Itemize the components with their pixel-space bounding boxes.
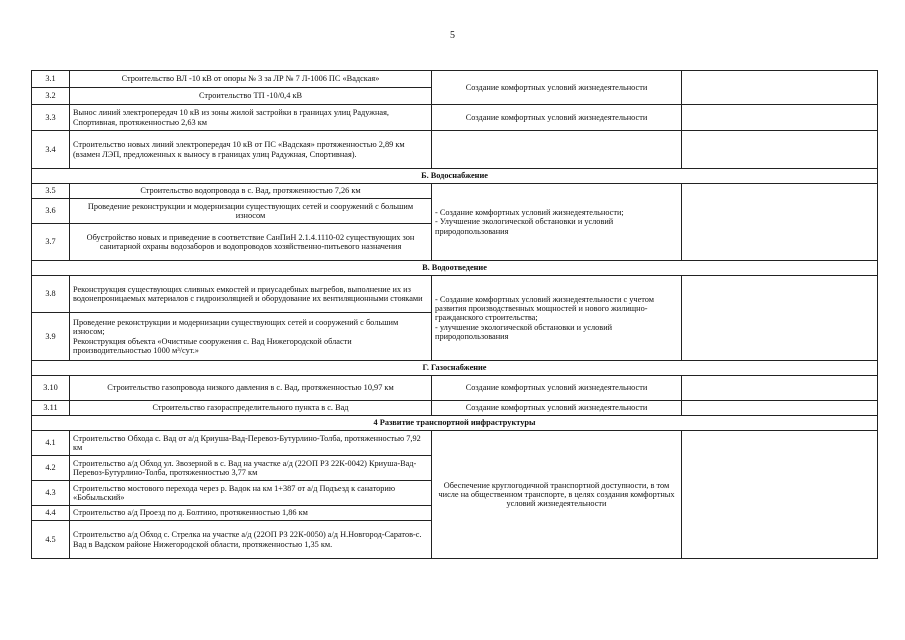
measure-text: Строительство а/д Обход ул. Звозерной в с. Вад на участке а/д (22ОП РЗ 22К-0042) Криуша-Вад-Перевоз-Бутурлино-Толба, протяженностью 3,77 км	[70, 456, 432, 481]
measure-text: Строительство ТП -10/0,4 кВ	[70, 88, 432, 105]
table-row	[32, 105, 878, 131]
measure-text: Строительство а/д Обход с. Стрелка на участке а/д (22ОП РЗ 22К-0050) а/д Н.Новгород-Саратов-с. Вад в Вадском районе Нижегородской области, протяженностью 1,35 км.	[70, 521, 432, 559]
empty-cell	[682, 105, 878, 131]
row-number: 3.6	[32, 199, 70, 224]
section-row	[32, 416, 878, 431]
measure-text: Обустройство новых и приведение в соответствие СанПиН 2.1.4.1110-02 существующих зон санитарной охраны водозаборов и водопроводов хозяйственно-питьевого назначения	[70, 224, 432, 261]
section-heading: Б. Водоснабжение	[32, 169, 878, 184]
measure-text: Строительство ВЛ -10 кВ от опоры № 3 за ЛР № 7 Л-1006 ПС «Вадская»	[70, 71, 432, 88]
section-row	[32, 169, 878, 184]
table-row	[32, 131, 878, 169]
empty-cell	[682, 184, 878, 261]
row-number: 3.10	[32, 376, 70, 401]
table-row	[32, 276, 878, 313]
empty-cell	[682, 376, 878, 401]
measure-text: Реконструкция существующих сливных емкостей и приусадебных выгребов, выполнение их из водонепроницаемых материалов с гидроизоляцией и оборудование их вентиляционными стояками	[70, 276, 432, 313]
row-number: 3.7	[32, 224, 70, 261]
measure-text: Строительство Обхода с. Вад от а/д Криуша-Вад-Перевоз-Бутурлино-Толба, протяженностью 7,92 км	[70, 431, 432, 456]
measure-text: Строительство новых линий электропередач 10 кВ от ПС «Вадская» протяженностью 2,89 км (взамен ЛЭП, предложенных к выносу в границах улиц Радужная, Спортивная).	[70, 131, 432, 169]
section-row	[32, 261, 878, 276]
section-heading: В. Водоотведение	[32, 261, 878, 276]
result-text: Создание комфортных условий жизнедеятельности	[432, 105, 682, 131]
row-number: 3.11	[32, 401, 70, 416]
table-row	[32, 184, 878, 199]
result-text: - Создание комфортных условий жизнедеятельности с учетом развития производственных мощностей и нового жилищно- гражданского строительства; - улучшение экологической обстановки и условий природопользования	[432, 276, 682, 361]
measure-text: Строительство мостового перехода через р. Вадок на км 1+387 от а/д Подъезд к санаторию «Бобыльский»	[70, 481, 432, 506]
measure-text: Проведение реконструкции и модернизации существующих сетей и сооружений с большим износом	[70, 199, 432, 224]
empty-cell	[682, 431, 878, 559]
section-heading: 4 Развитие транспортной инфраструктуры	[32, 416, 878, 431]
measure-text: Строительство газопровода низкого давления в с. Вад, протяженностью 10,97 км	[70, 376, 432, 401]
table-row	[32, 376, 878, 401]
row-number: 3.9	[32, 313, 70, 361]
row-number: 3.1	[32, 71, 70, 88]
row-number: 3.4	[32, 131, 70, 169]
result-text: Создание комфортных условий жизнедеятельности	[432, 401, 682, 416]
section-row	[32, 361, 878, 376]
table-row	[32, 71, 878, 88]
row-number: 3.5	[32, 184, 70, 199]
row-number: 3.2	[32, 88, 70, 105]
row-number: 4.3	[32, 481, 70, 506]
result-text: Создание комфортных условий жизнедеятельности	[432, 71, 682, 105]
row-number: 4.2	[32, 456, 70, 481]
table-row	[32, 401, 878, 416]
section-heading: Г. Газоснабжение	[32, 361, 878, 376]
row-number: 4.4	[32, 506, 70, 521]
result-text: Создание комфортных условий жизнедеятельности	[432, 376, 682, 401]
table-row	[32, 431, 878, 456]
measure-text: Строительство водопровода в с. Вад, протяженностью 7,26 км	[70, 184, 432, 199]
measure-text: Вынос линий электропередач 10 кВ из зоны жилой застройки в границах улиц Радужная, Спортивная, протяженностью 2,63 км	[70, 105, 432, 131]
empty-cell	[682, 71, 878, 105]
result-text: - Создание комфортных условий жизнедеятельности; - Улучшение экологической обстановки и условий природопользования	[432, 184, 682, 261]
measure-text: Проведение реконструкции и модернизации существующих сетей и сооружений с большим износом; Реконструкция объекта «Очистные сооружения с. Вад Нижегородской области производительностью 1000 м³/сут.»	[70, 313, 432, 361]
empty-cell	[682, 401, 878, 416]
row-number: 3.3	[32, 105, 70, 131]
empty-cell	[432, 131, 682, 169]
row-number: 3.8	[32, 276, 70, 313]
page-number: 5	[450, 30, 455, 41]
result-text: Обеспечение круглогодичной транспортной доступности, в том числе на общественном транспорте, в целях создания комфортных условий жизнедеятельности	[432, 431, 682, 559]
measures-table	[31, 70, 878, 559]
measure-text: Строительство газораспределительного пункта в с. Вад	[70, 401, 432, 416]
row-number: 4.5	[32, 521, 70, 559]
empty-cell	[682, 276, 878, 361]
row-number: 4.1	[32, 431, 70, 456]
measure-text: Строительство а/д Проезд по д. Болтино, протяженностью 1,86 км	[70, 506, 432, 521]
empty-cell	[682, 131, 878, 169]
